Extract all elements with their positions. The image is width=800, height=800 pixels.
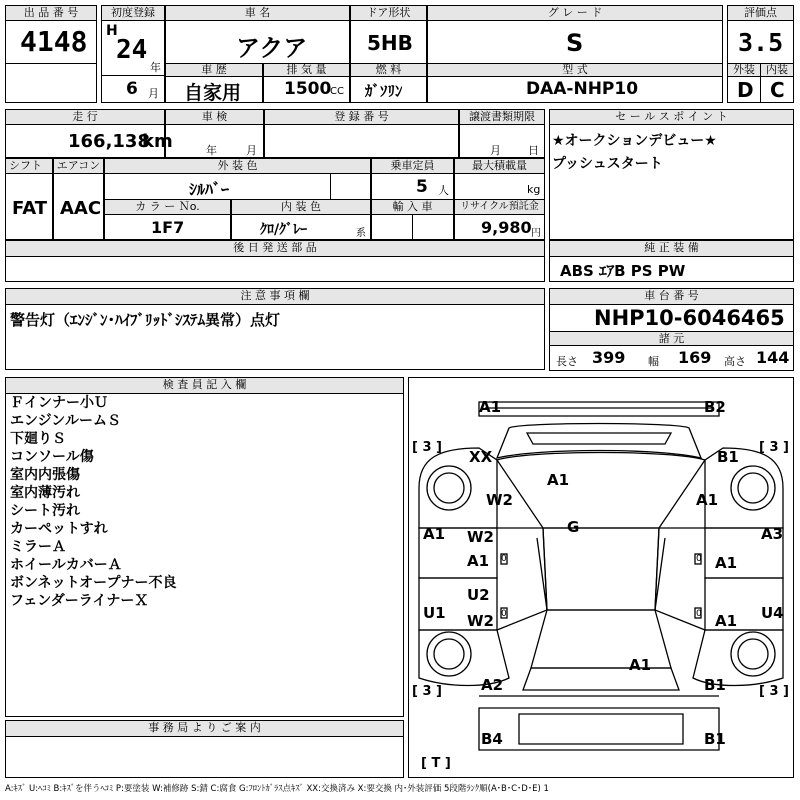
fuel-cell <box>350 76 427 103</box>
recycle-label: リサイクル預託金 <box>454 199 545 215</box>
fuel-label: 燃 料 <box>350 63 427 77</box>
import-label: 輸 入 車 <box>371 199 454 215</box>
first-reg-cell <box>101 20 165 76</box>
inspection-label: 車 検 <box>165 109 264 125</box>
mark-rear-bumper-right: B1 <box>704 730 726 748</box>
inspector-item: ミラーＡ <box>10 539 66 555</box>
model-label: 型 式 <box>427 63 723 77</box>
damage-diagram <box>408 377 794 778</box>
year-unit: 年 <box>150 61 161 74</box>
door-mark-rr: 0 <box>696 609 702 619</box>
mileage-label: 走 行 <box>5 109 165 125</box>
door-mark-rl: 0 <box>501 609 507 619</box>
inspector-item: フェンダーライナーＸ <box>10 593 149 609</box>
mark-rear-bumper-left: B4 <box>481 730 503 748</box>
load-unit: kg <box>527 183 541 196</box>
later-parts-label: 後 日 発 送 部 品 <box>5 240 545 257</box>
mark-front-bumper-right: B2 <box>704 398 726 416</box>
lot-no-label: 出 品 番 号 <box>5 5 97 21</box>
ext-color-label: 外 装 色 <box>104 158 371 174</box>
legend: A:ｷｽﾞ U:ﾍｺﾐ B:ｷｽﾞを伴うﾍｺﾐ P:要塗装 W:補修跡 S:錆 C:腐食 G:ﾌﾛﾝﾄｶﾞﾗｽ点ｷｽﾞ XX:交換済み X:要交換 内･外装評価 5段階ﾗﾝｸ順(A･B･C･D･E) 1 <box>5 784 549 794</box>
mark-front-left-door-w: W2 <box>467 528 494 546</box>
inspection-month-unit: 月 <box>246 144 257 157</box>
mark-front-right-fender-top: B1 <box>717 448 739 466</box>
int-color-label: 内 装 色 <box>231 199 371 215</box>
ac-cell <box>53 173 104 240</box>
reg-month: 6 <box>126 79 138 99</box>
notes-text: 警告灯（ｴﾝｼﾞﾝ･ﾊｲﾌﾞﾘｯﾄﾞｼｽﾃﾑ異常）点灯 <box>10 311 281 329</box>
score-cell <box>727 20 794 64</box>
mark-rear-right-quarter: B1 <box>704 676 726 694</box>
mark-front-left-fender-top: XX <box>469 448 493 466</box>
mark-front-left-fender: W2 <box>486 491 513 509</box>
mark-windshield: G <box>567 518 580 536</box>
recycle-fee: 9,980 <box>481 218 532 237</box>
color-no: 1F7 <box>151 218 185 237</box>
ext-color-extra <box>330 173 371 200</box>
grade-cell <box>427 20 723 64</box>
mark-front-right-door: A1 <box>715 554 738 572</box>
inspector-item: エンジンルームＳ <box>10 413 121 429</box>
reg-no-cell <box>264 124 459 158</box>
inspection-year-unit: 年 <box>206 144 217 157</box>
interior-grade: C <box>770 78 785 102</box>
inspector-item: 下廻りＳ <box>10 431 66 447</box>
exterior-cell <box>727 76 761 103</box>
history-cell <box>165 76 263 103</box>
tire-rear-right: [ 3 ] <box>759 684 789 699</box>
mark-rear-left-door-u: U2 <box>467 586 490 604</box>
model-cell <box>427 76 723 103</box>
mark-hood: A1 <box>547 471 570 489</box>
capacity-unit: 人 <box>438 184 449 197</box>
load-cell <box>454 173 545 200</box>
mark-front-bumper-left: A1 <box>479 398 502 416</box>
tire-spare: [ T ] <box>421 756 451 771</box>
sales-point-2: プッシュスタート <box>552 156 663 172</box>
mark-rear-left-quarter: A2 <box>481 676 504 694</box>
exterior-label: 外装 <box>727 63 761 77</box>
lot-no: 4148 <box>20 25 88 58</box>
genuine-equipment: ABS ｴｱB PS PW <box>560 262 686 280</box>
shift: FAT <box>12 198 48 219</box>
height-label: 高さ <box>724 355 746 368</box>
era: H <box>106 23 118 39</box>
office-cell <box>5 736 404 778</box>
mark-left-pillar-front: A1 <box>423 525 446 543</box>
fuel: ｶﾞｿﾘﾝ <box>365 82 403 100</box>
color-no-label: カ ラ ー Ｎo. <box>104 199 231 215</box>
specs-label: 諸 元 <box>549 331 794 346</box>
import-cell-a <box>371 214 413 240</box>
inspector-item: シート汚れ <box>10 503 80 519</box>
notes-label: 注 意 事 項 欄 <box>5 288 545 305</box>
tire-front-left: [ 3 ] <box>412 440 442 455</box>
inspector-item: ボンネットオープナー不良 <box>10 575 177 591</box>
ac: AAC <box>60 198 102 219</box>
inspector-item: 室内内張傷 <box>10 467 80 483</box>
mark-trunk: A1 <box>629 656 652 674</box>
mark-front-right-fender: A1 <box>696 491 719 509</box>
reg-no-label: 登 録 番 号 <box>264 109 459 125</box>
inspector-label: 検 査 員 記 入 欄 <box>5 377 404 394</box>
inspection-cell <box>165 124 264 158</box>
lot-no-blank <box>5 63 97 103</box>
inspector-notes <box>5 393 404 717</box>
inspector-item: 室内薄汚れ <box>10 485 80 501</box>
inspector-item: Ｆインナー小Ｕ <box>10 395 108 411</box>
interior-label: 内装 <box>760 63 794 77</box>
sales-point-label: セ ー ル ス ポ イ ン ト <box>549 109 794 125</box>
length-label: 長さ <box>556 355 578 368</box>
shift-label: シフト <box>5 158 53 174</box>
mileage: 166,138 <box>68 131 150 152</box>
inspector-item: ホイールカバーＡ <box>10 557 122 573</box>
score-label: 評価点 <box>727 5 794 21</box>
capacity-cell <box>371 173 454 200</box>
month-cell <box>101 75 165 103</box>
color-no-cell <box>104 214 231 240</box>
load-label: 最大積載量 <box>454 158 545 174</box>
car-name-label: 車 名 <box>165 5 350 21</box>
height: 144 <box>756 348 790 367</box>
width: 169 <box>678 348 712 367</box>
displacement: 1500 <box>284 79 332 99</box>
tire-rear-left: [ 3 ] <box>412 684 442 699</box>
mark-right-pillar-front: A3 <box>761 525 784 543</box>
lot-no-cell <box>5 20 97 64</box>
month-unit: 月 <box>148 87 159 100</box>
shift-cell <box>5 173 53 240</box>
reg-year: 24 <box>116 35 148 65</box>
mark-rear-left-door-w: W2 <box>467 612 494 630</box>
displacement-unit: CC <box>330 86 344 97</box>
inspector-item: カーペットすれ <box>10 521 108 537</box>
length: 399 <box>592 348 626 367</box>
transfer-cell <box>459 124 545 158</box>
history-label: 車 歴 <box>165 63 263 77</box>
width-label: 幅 <box>648 355 659 368</box>
displacement-label: 排 気 量 <box>263 63 350 77</box>
chassis-cell <box>549 304 794 332</box>
door-cell <box>350 20 427 64</box>
transfer-day-unit: 日 <box>528 144 539 157</box>
chassis-no: NHP10-6046465 <box>594 306 785 330</box>
sales-point-cell <box>549 124 794 240</box>
ext-color: ｼﾙﾊﾞｰ <box>189 180 230 199</box>
mileage-unit: km <box>142 131 173 152</box>
score: 3.5 <box>738 28 784 57</box>
door-label: ドア形状 <box>350 5 427 21</box>
transfer-label: 譲渡書類期限 <box>459 109 545 125</box>
int-color-unit: 系 <box>356 228 366 239</box>
capacity: 5 <box>416 177 428 197</box>
notes-cell <box>5 304 545 370</box>
recycle-unit: 円 <box>531 228 541 239</box>
mark-left-rocker: U1 <box>423 604 446 622</box>
capacity-label: 乗車定員 <box>371 158 454 174</box>
genuine-equipment-cell <box>549 256 794 282</box>
sales-point-1: ★オークションデビュー★ <box>552 133 717 149</box>
ext-color-cell <box>104 173 331 200</box>
car-name-cell <box>165 20 350 64</box>
door-type: 5HB <box>367 31 413 55</box>
tire-front-right: [ 3 ] <box>759 440 789 455</box>
mark-right-rocker: U4 <box>761 604 784 622</box>
int-color-cell <box>231 214 371 240</box>
interior-cell <box>760 76 794 103</box>
int-color: ｸﾛ/ｸﾞﾚｰ <box>260 222 308 238</box>
office-label: 事 務 局 よ り ご 案 内 <box>5 720 404 737</box>
first-reg-label: 初度登録 <box>101 5 165 21</box>
history: 自家用 <box>184 82 242 104</box>
ac-label: エアコン <box>53 158 104 174</box>
model: DAA-NHP10 <box>526 79 639 99</box>
recycle-cell <box>454 214 545 240</box>
grade: S <box>566 29 584 57</box>
inspector-item: コンソール傷 <box>10 449 94 465</box>
mileage-cell <box>5 124 173 158</box>
import-cell-b <box>412 214 454 240</box>
later-parts-cell <box>5 256 545 282</box>
displacement-cell <box>263 76 350 103</box>
specs-cell <box>549 345 794 371</box>
car-name: アクア <box>236 34 308 62</box>
mark-rear-right-door: A1 <box>715 612 738 630</box>
grade-label: グ レ ー ド <box>427 5 723 21</box>
door-mark-fl: 0 <box>501 554 507 564</box>
mark-front-left-door-a: A1 <box>467 552 490 570</box>
exterior-grade: D <box>737 78 754 102</box>
door-mark-fr: 0 <box>696 554 702 564</box>
chassis-label: 車 台 番 号 <box>549 288 794 305</box>
genuine-equipment-label: 純 正 装 備 <box>549 240 794 257</box>
transfer-month-unit: 月 <box>490 144 501 157</box>
